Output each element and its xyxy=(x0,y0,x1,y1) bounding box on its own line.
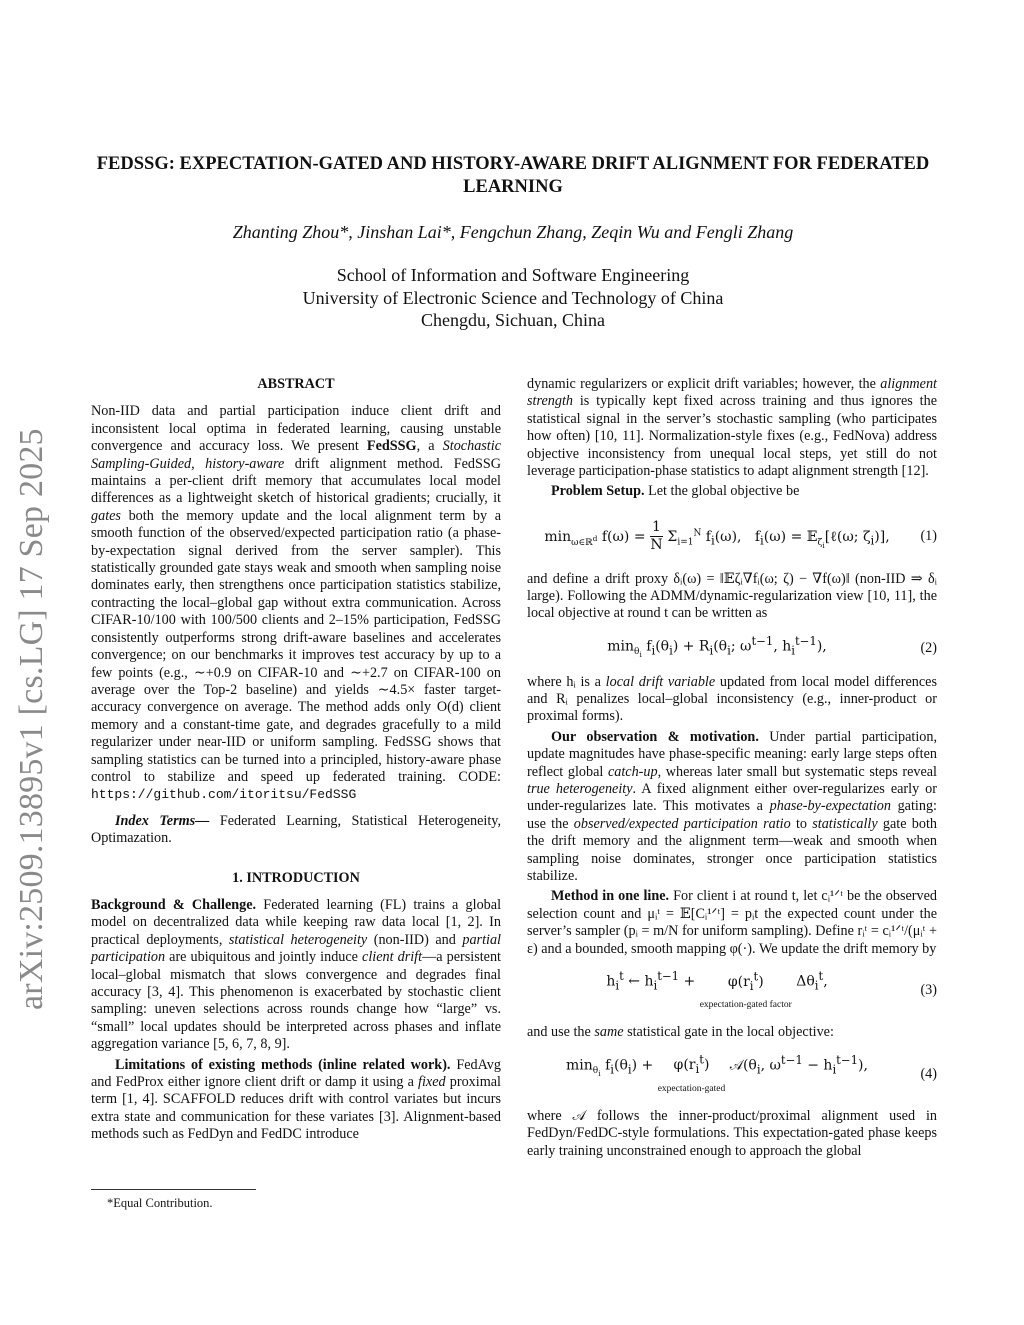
equation-1: $\min_{\omega\in ℝ^d} f(\omega)$ = $\frac{1}{N}$ $\Sigma_{i=1}^N$ $f_i(\omega)$, $f_i(\omega)$ = 𝔼$_{\zeta_i}$[ℓ(ω; $\zeta_i$)], (1) xyxy=(544,518,937,554)
abstract-text: Non-IID data and partial participation induce client drift and inconsistent local optima in federated learning, causing unstable convergence and accuracy loss. We present FedSSG, a Stochastic Sampling-Guided, history-aware drift alignment method. FedSSG maintains a per-client drift memory that accumulates local model differences as a lightweight sketch of historical gradients; crucially, it gates both the memory update and the local alignment term by a smooth function of the observed/expected participation ratio (a phase-by-expectation signal derived from the server sampler). This statistically grounded gate stays weak and smooth when sampling noise dominates early, then strengthens once participation statistics stabilize, contracting the local–global gap without extra communication. Across CIFAR-10/100 with 100/500 clients and 2–15% participation, FedSSG consistently outperforms strong drift-aware baselines and accelerates convergence; on our benchmarks it improves test accuracy by up to a few points (e.g., ∼+0.9 on CIFAR-10 and ∼+2.7 on CIFAR-100 on average over the Top-2 baseline) and yields ∼4.5× faster target-accuracy convergence on average. The method adds only O(d) client memory and a constant-time gate, and degrades gracefully to a mild regularizer under near-IID or uniform sampling. FedSSG shows that sampling statistics can be turned into a principled, history-aware phase control to stabilize and speed up federated training. CODE: https://github.com/itoritsu/FedSSG xyxy=(91,403,502,803)
left-column xyxy=(91,376,501,1144)
footnote-rule xyxy=(91,1189,256,1190)
equation-4: $\min_{\theta_i} f_i(\theta_i) + \varphi(r_i^t)$ expectation-gated $𝒜(\theta_i$, $\omega^{t-1} - h_i^{t-1}$), (4) xyxy=(566,1052,937,1094)
problem-setup: Problem Setup. Let the global objective be xyxy=(551,483,800,500)
affiliation-line: University of Electronic Science and Technology of China xyxy=(302,287,724,308)
same-gate-text: and use the same statistical gate in the local objective: xyxy=(527,1024,834,1041)
drift-proxy-text: and define a drift proxy δᵢ(ω) = ‖𝔼ζᵢ∇fᵢ(ω; ζ) − ∇f(ω)‖ (non-IID ⇒ δᵢ large). Following the ADMM/dynamic-regularization view [10, 11], the local objective at round t can be written as xyxy=(527,570,937,622)
affiliation xyxy=(90,264,936,332)
abstract-heading: ABSTRACT xyxy=(257,376,335,392)
code-link[interactable]: https://github.com/itoritsu/FedSSG xyxy=(91,787,357,803)
arxiv-sidebar-id: arXiv:2509.13895v1 [cs.LG] 17 Sep 2025 xyxy=(13,428,50,1010)
equation-2: $\min_{\theta_i} f_i(\theta_i) + R_i(\theta_i$; $\omega^{t-1}$, $h_i^{t-1}$), (2) xyxy=(607,633,937,660)
related-work-continued: dynamic regularizers or explicit drift variables; however, the alignment strength is typically kept fixed across training and thus ignores the statistical signal in the server’s stochastic sampling (who participates how often) [10, 11]. Normalization-style fixes (e.g., FedNova) address objective inconsistency from unequal local steps, yet still do not leverage participation-phase statistics to adapt alignment strength [12]. xyxy=(527,376,937,480)
affiliation-line: School of Information and Software Engineering xyxy=(336,265,690,285)
affiliation-line: Chengdu, Sichuan, China xyxy=(421,310,605,330)
observation-paragraph: Our observation & motivation. Under partial participation, update magnitudes have phase-specific meaning: early large steps often reflect global catch-up, whereas later small but systematic steps reveal true heterogeneity. A fixed alignment either over-regularizes early or under-regularizes late. This motivates a phase-by-expectation gating: use the observed/expected participation ratio to statistically gate both the drift memory and the alignment term—weak and smooth when sampling noise dominates, stronger once participation statistics stabilize. xyxy=(527,728,938,884)
method-paragraph: Method in one line. For client i at round t, let cᵢ¹ᐟᵗ be the observed selection count and μᵢᵗ = 𝔼[Cᵢ¹ᐟᵗ] = pᵢt the expected count under the server’s sampler (pᵢ = m/N for uniform sampling). Define rᵢᵗ = cᵢ¹ᐟᵗ/(μᵢᵗ + ε) and a bounded, smooth mapping φ(·). We update the drift memory by xyxy=(527,888,937,957)
intro-limitations: Limitations of existing methods (inline related work). FedAvg and FedProx either ignore client drift or damp it using a fixed proximal term [1, 4]. SCAFFOLD reduces drift with control variates but incurs extra state and communication for these variates [3]. Alignment-based methods such as FedDyn and FedDC introduce xyxy=(91,1056,501,1143)
intro-heading: 1. INTRODUCTION xyxy=(232,869,360,886)
author-list: Zhanting Zhou*, Jinshan Lai*, Fengchun Zhang, Zeqin Wu and Fengli Zhang xyxy=(232,222,794,242)
footnote: *Equal Contribution. xyxy=(107,1196,213,1210)
equation-3: $h_i^t$ ← $h_i^{t-1} + \varphi(r_i^t)$ expectation-gated factor $\Delta\theta_i^t$, (3) xyxy=(606,969,937,1010)
drift-variable-text: where hᵢ is a local drift variable updated from local model differences and Rᵢ penalizes local–global inconsistency (e.g., inner-product or proximal forms). xyxy=(527,673,938,725)
intro-background: Background & Challenge. Federated learning (FL) trains a global model on decentralized data while keeping raw data local [1, 2]. In practical deployments, statistical heterogeneity (non-IID) and partial participation are ubiquitous and jointly induce client drift—a persistent local–global mismatch that slows convergence and degrades final accuracy [3, 4]. This phenomenon is exacerbated by stochastic client sampling: uneven selections across rounds change how “large” vs. “small” local updates should be interpreted across phases and inflate aggregation variance [5, 6, 7, 8, 9]. xyxy=(91,896,502,1053)
index-terms: Index Terms— Federated Learning, Statistical Heterogeneity, Optimazation. xyxy=(91,812,502,847)
paper-title: FEDSSG: EXPECTATION-GATED AND HISTORY-AWARE DRIFT ALIGNMENT FOR FEDERATED LEARNING xyxy=(96,154,930,197)
alignment-text: where 𝒜 follows the inner-product/proximal alignment used in FedDyn/FedDC-style formulations. This expectation-gated phase keeps early training unconstrained enough to approach the global xyxy=(527,1107,937,1159)
right-column xyxy=(527,376,937,1160)
